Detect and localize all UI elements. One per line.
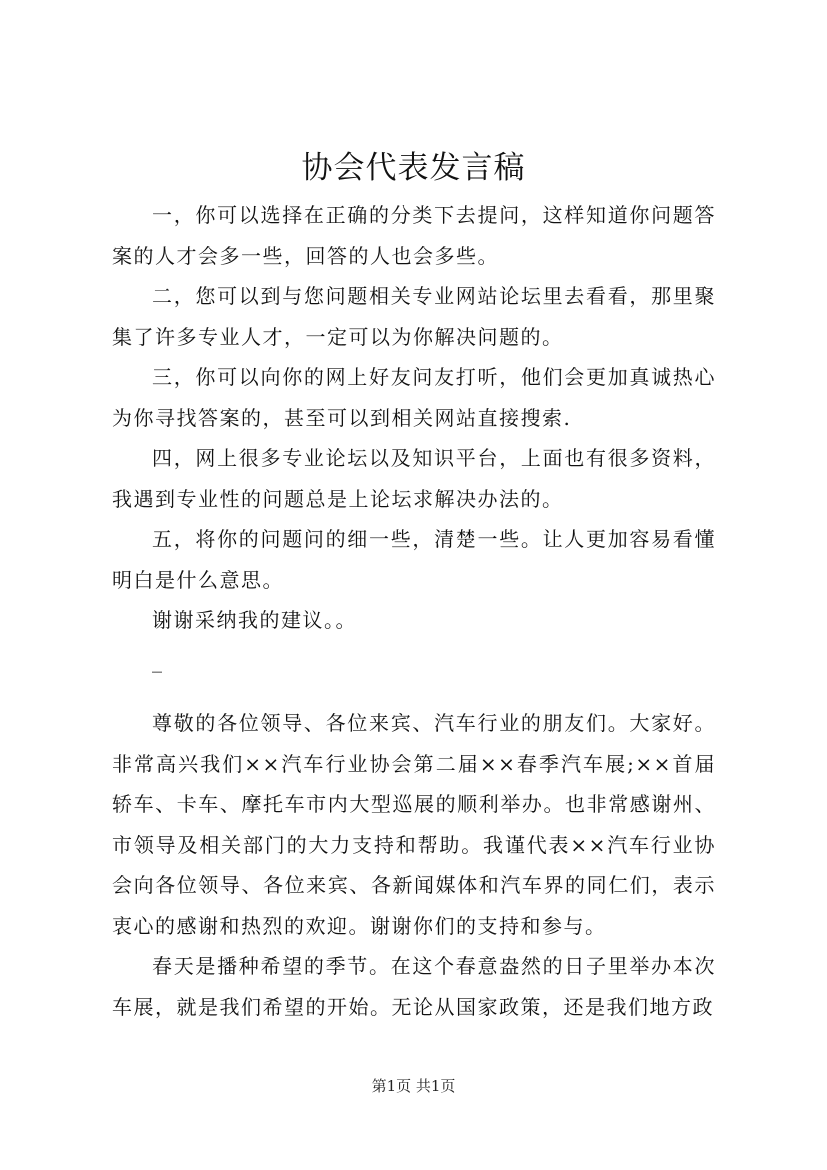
closing-thanks: 谢谢采纳我的建议。。 xyxy=(152,608,357,632)
paragraph-4: 四，网上很多专业论坛以及知识平台，上面也有很多资料，我遇到专业性的问题总是上论坛求解决办法的。 xyxy=(112,446,716,511)
separator-mark: _ xyxy=(152,648,162,673)
speech-paragraph-1: 尊敬的各位领导、各位来宾、汽车行业的朋友们。大家好。非常高兴我们××汽车行业协会第二届××春季汽车展;××首届轿车、卡车、摩托车市内大型巡展的顺利举办。也非常感谢州、市领导及相关部门的大力支持和帮助。我谨代表××汽车行业协会向各位领导、各位来宾、各新闻媒体和汽车界的同仁们，表示衷心的感谢和热烈的欢迎。谢谢你们的支持和参与。 xyxy=(112,711,716,938)
paragraph-3: 三，你可以向你的网上好友问友打听，他们会更加真诚热心为你寻找答案的，甚至可以到相关网站直接搜索. xyxy=(112,365,716,430)
spacer xyxy=(112,681,716,703)
document-body xyxy=(112,195,716,1027)
paragraph-1: 一，你可以选择在正确的分类下去提问，这样知道你问题答案的人才会多一些，回答的人也会多些。 xyxy=(112,203,716,268)
speech-paragraph-2: 春天是播种希望的季节。在这个春意盎然的日子里举办本次车展，就是我们希望的开始。无论从国家政策，还是我们地方政 xyxy=(112,954,716,1019)
document-title: 协会代表发言稿 xyxy=(301,150,526,186)
paragraph-2: 二，您可以到与您问题相关专业网站论坛里去看看，那里聚集了许多专业人才，一定可以为你解决问题的。 xyxy=(112,284,716,349)
paragraph-5: 五，将你的问题问的细一些，清楚一些。让人更加容易看懂明白是什么意思。 xyxy=(112,527,716,592)
page-footer: 第1页 共1页 xyxy=(371,1077,456,1095)
